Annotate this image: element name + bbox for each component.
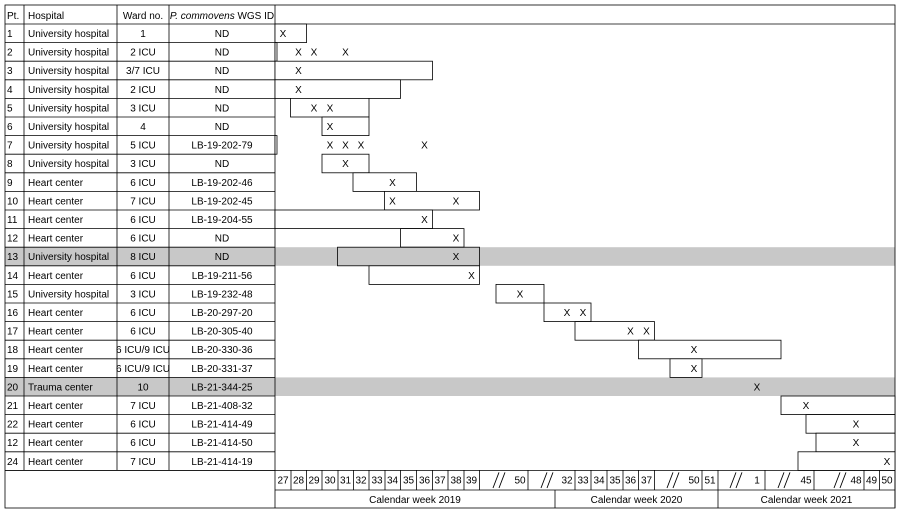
cell-wgs-id: ND (214, 84, 230, 96)
detection-mark: X (563, 308, 571, 319)
week-tick-label: 34 (386, 475, 399, 487)
cell-ward: 7 ICU (130, 401, 156, 412)
cell-pt: 17 (7, 326, 19, 338)
axis-break-mark (493, 472, 499, 488)
cell-pt: 12 (7, 233, 19, 245)
week-tick-label: 33 (371, 475, 383, 487)
week-tick-label: 35 (609, 475, 621, 487)
week-tick-label: 37 (640, 475, 653, 487)
cell-ward: 6 ICU (130, 177, 156, 189)
week-tick-label: 49 (865, 475, 878, 487)
year-label-2020: Calendar week 2020 (590, 495, 683, 506)
cell-pt: 13 (7, 252, 19, 264)
stay-bar (781, 396, 895, 415)
stay-bar (385, 191, 480, 210)
stay-bar (275, 210, 433, 229)
cell-hospital: University hospital (28, 29, 110, 40)
cell-hospital: University hospital (28, 66, 110, 78)
table-header (7, 11, 274, 22)
cell-hospital: University hospital (28, 122, 110, 133)
cell-wgs-id: LB-21-344-25 (191, 382, 253, 394)
cell-ward: 8 ICU (130, 252, 156, 264)
detection-mark: X (452, 196, 460, 208)
cell-wgs-id: ND (214, 29, 230, 40)
stay-bar (806, 415, 895, 434)
cell-pt: 16 (7, 308, 19, 319)
cell-hospital: Heart center (28, 438, 84, 450)
week-tick-label: 34 (593, 475, 605, 487)
header-pt: Pt. (7, 11, 20, 22)
week-tick-label: 48 (850, 475, 862, 487)
cell-hospital: Heart center (28, 233, 84, 245)
cell-pt: 10 (7, 196, 19, 208)
cell-wgs-id: ND (214, 47, 230, 59)
cell-ward: 6 ICU (130, 215, 156, 226)
week-tick-label: 1 (754, 475, 760, 487)
cell-hospital: Trauma center (28, 382, 93, 394)
week-tick-label: 31 (339, 475, 352, 487)
header-wgs-species: P. commovens (169, 11, 235, 22)
cell-hospital: Heart center (28, 401, 84, 412)
week-tick-label: 50 (881, 475, 893, 487)
year-label-2019: Calendar week 2019 (369, 495, 461, 506)
week-tick-label: 36 (418, 475, 431, 487)
cell-ward: 3/7 ICU (126, 66, 160, 78)
cell-ward: 6 ICU (130, 308, 156, 319)
cell-pt: 24 (7, 456, 19, 468)
cell-wgs-id: LB-21-414-50 (191, 438, 253, 450)
cell-wgs-id: ND (214, 122, 230, 133)
cell-ward: 3 ICU (130, 159, 156, 171)
cell-hospital: University hospital (28, 140, 110, 152)
cell-wgs-id: LB-21-408-32 (191, 401, 253, 412)
cell-wgs-id: LB-20-297-20 (191, 308, 253, 319)
axis-break-mark (778, 472, 784, 488)
detection-mark: X (389, 196, 396, 208)
cell-pt: 2 (7, 47, 13, 59)
detection-mark: X (357, 140, 365, 152)
detection-mark: X (342, 140, 349, 152)
cell-hospital: Heart center (28, 345, 84, 357)
cell-ward: 2 ICU (130, 47, 156, 59)
cell-pt: 20 (7, 382, 19, 394)
axis-break-mark (547, 472, 553, 488)
cell-ward: 2 ICU (130, 84, 156, 96)
cell-pt: 15 (7, 289, 19, 301)
detection-mark: X (421, 140, 428, 152)
stay-bar (275, 43, 277, 62)
detection-mark: X (342, 47, 349, 59)
week-tick-label: 50 (514, 475, 526, 487)
cell-wgs-id: LB-19-211-56 (191, 270, 253, 282)
cell-hospital: Heart center (28, 326, 84, 338)
week-tick-label: 37 (434, 475, 446, 487)
detection-mark: X (852, 419, 860, 431)
cell-wgs-id: LB-21-414-19 (191, 456, 253, 468)
axis-break-mark (730, 472, 736, 488)
cell-hospital: University hospital (28, 84, 110, 96)
week-tick-label: 51 (704, 475, 716, 487)
cell-pt: 19 (7, 363, 19, 375)
cell-wgs-id: LB-19-202-79 (191, 140, 253, 152)
detection-mark: X (452, 233, 460, 245)
week-tick-label: 29 (308, 475, 320, 487)
cell-ward: 6 ICU/9 ICU (116, 345, 170, 357)
detection-mark: X (295, 84, 302, 96)
detection-mark: X (516, 289, 524, 301)
cell-wgs-id: ND (214, 103, 230, 115)
cell-wgs-id: LB-20-331-37 (191, 363, 253, 375)
axis-break-mark (736, 472, 742, 488)
cell-ward: 6 ICU (130, 326, 156, 338)
cell-hospital: Heart center (28, 456, 84, 468)
cell-hospital: Heart center (28, 363, 84, 375)
cell-wgs-id: LB-19-204-55 (191, 215, 253, 226)
cell-hospital: University hospital (28, 159, 110, 171)
cell-hospital: University hospital (28, 47, 110, 59)
detection-mark: X (421, 215, 428, 226)
detection-mark: X (310, 47, 318, 59)
cell-ward: 1 (140, 29, 146, 40)
cell-wgs-id: LB-20-330-36 (191, 345, 253, 357)
cell-hospital: University hospital (28, 252, 110, 264)
header-hospital: Hospital (28, 11, 65, 22)
detection-mark: X (295, 66, 302, 78)
cell-ward: 6 ICU (130, 233, 156, 245)
week-tick-label: 45 (800, 475, 812, 487)
cell-pt: 7 (7, 140, 13, 152)
stay-bar (275, 80, 401, 99)
cell-hospital: Heart center (28, 196, 84, 208)
axis-break-mark (834, 472, 840, 488)
detection-mark: X (310, 103, 318, 115)
cell-pt: 5 (7, 103, 13, 115)
cell-wgs-id: ND (214, 159, 230, 171)
week-tick-label: 33 (577, 475, 589, 487)
axis-break-mark (673, 472, 679, 488)
week-tick-label: 32 (355, 475, 367, 487)
cell-ward: 7 ICU (130, 196, 156, 208)
cell-pt: 9 (7, 177, 13, 189)
axis-break-mark (840, 472, 846, 488)
cell-pt: 4 (7, 84, 13, 96)
cell-pt: 11 (7, 215, 18, 226)
week-tick-label: 28 (292, 475, 305, 487)
axis-break-mark (499, 472, 505, 488)
week-tick-label: 30 (324, 475, 336, 487)
week-axis (277, 470, 895, 508)
detection-mark: X (753, 382, 761, 394)
header-ward: Ward no. (122, 11, 164, 22)
detection-mark: X (295, 47, 302, 59)
detection-mark: X (326, 122, 334, 133)
stay-bar (798, 452, 895, 471)
detection-mark: X (643, 326, 650, 338)
axis-break-mark (541, 472, 547, 488)
detection-mark: X (326, 140, 334, 152)
cell-pt: 21 (7, 401, 19, 412)
cell-pt: 1 (7, 29, 13, 40)
cell-hospital: Heart center (28, 270, 84, 282)
detection-mark: X (342, 159, 349, 171)
header-wgs (170, 11, 274, 22)
cell-pt: 12 (7, 438, 19, 450)
cell-ward: 3 ICU (130, 289, 156, 301)
header-wgs-suffix: WGS ID (234, 11, 275, 22)
cell-ward: 6 ICU (130, 438, 156, 450)
cell-ward: 3 ICU (130, 103, 156, 115)
cell-ward: 6 ICU (130, 419, 156, 431)
week-tick-label: 32 (561, 475, 573, 487)
week-tick-label: 36 (624, 475, 637, 487)
cell-ward: 10 (137, 382, 149, 394)
detection-mark: X (802, 401, 810, 412)
cell-pt: 14 (7, 270, 19, 282)
week-tick-label: 27 (277, 475, 289, 487)
cell-pt: 6 (7, 122, 13, 133)
cell-hospital: Heart center (28, 308, 84, 319)
cell-pt: 8 (7, 159, 13, 171)
year-label-2021: Calendar week 2021 (760, 495, 853, 506)
cell-hospital: Heart center (28, 215, 84, 226)
cell-ward: 4 (140, 122, 146, 133)
stay-bar (639, 340, 782, 359)
cell-wgs-id: LB-21-414-49 (191, 419, 253, 431)
cell-wgs-id: LB-19-202-46 (191, 177, 253, 189)
cell-hospital: Heart center (28, 419, 84, 431)
detection-mark: X (452, 252, 460, 264)
detection-mark: X (883, 456, 891, 468)
cell-hospital: Heart center (28, 177, 84, 189)
cell-pt: 22 (7, 419, 19, 431)
week-tick-label: 38 (450, 475, 462, 487)
cell-wgs-id: LB-20-305-40 (191, 326, 253, 338)
cell-ward: 5 ICU (130, 140, 156, 152)
cell-ward: 6 ICU/9 ICU (116, 363, 170, 375)
cell-ward: 6 ICU (130, 270, 156, 282)
week-tick-label: 39 (465, 475, 478, 487)
cell-ward: 7 ICU (130, 456, 156, 468)
detection-mark: X (326, 103, 334, 115)
week-tick-label: 50 (688, 475, 700, 487)
cell-pt: 18 (7, 345, 19, 357)
detection-mark: X (579, 308, 587, 319)
cell-wgs-id: ND (214, 66, 230, 78)
detection-mark: X (690, 345, 698, 357)
stay-bar (275, 136, 277, 155)
detection-mark: X (389, 177, 396, 189)
cell-hospital: University hospital (28, 289, 110, 301)
detection-mark: X (468, 270, 475, 282)
cell-wgs-id: ND (214, 233, 230, 245)
stay-bar (353, 173, 417, 192)
stay-bar (369, 266, 480, 285)
cell-pt: 3 (7, 66, 13, 78)
detection-mark: X (690, 363, 698, 375)
axis-break-mark (667, 472, 673, 488)
detection-mark: X (627, 326, 634, 338)
cell-wgs-id: ND (214, 252, 230, 264)
week-tick-label: 35 (402, 475, 415, 487)
cell-wgs-id: LB-19-202-45 (191, 196, 253, 208)
cell-wgs-id: LB-19-232-48 (191, 289, 253, 301)
detection-mark: X (852, 438, 860, 450)
detection-mark: X (279, 29, 287, 40)
axis-break-mark (784, 472, 790, 488)
cell-hospital: University hospital (28, 103, 110, 115)
